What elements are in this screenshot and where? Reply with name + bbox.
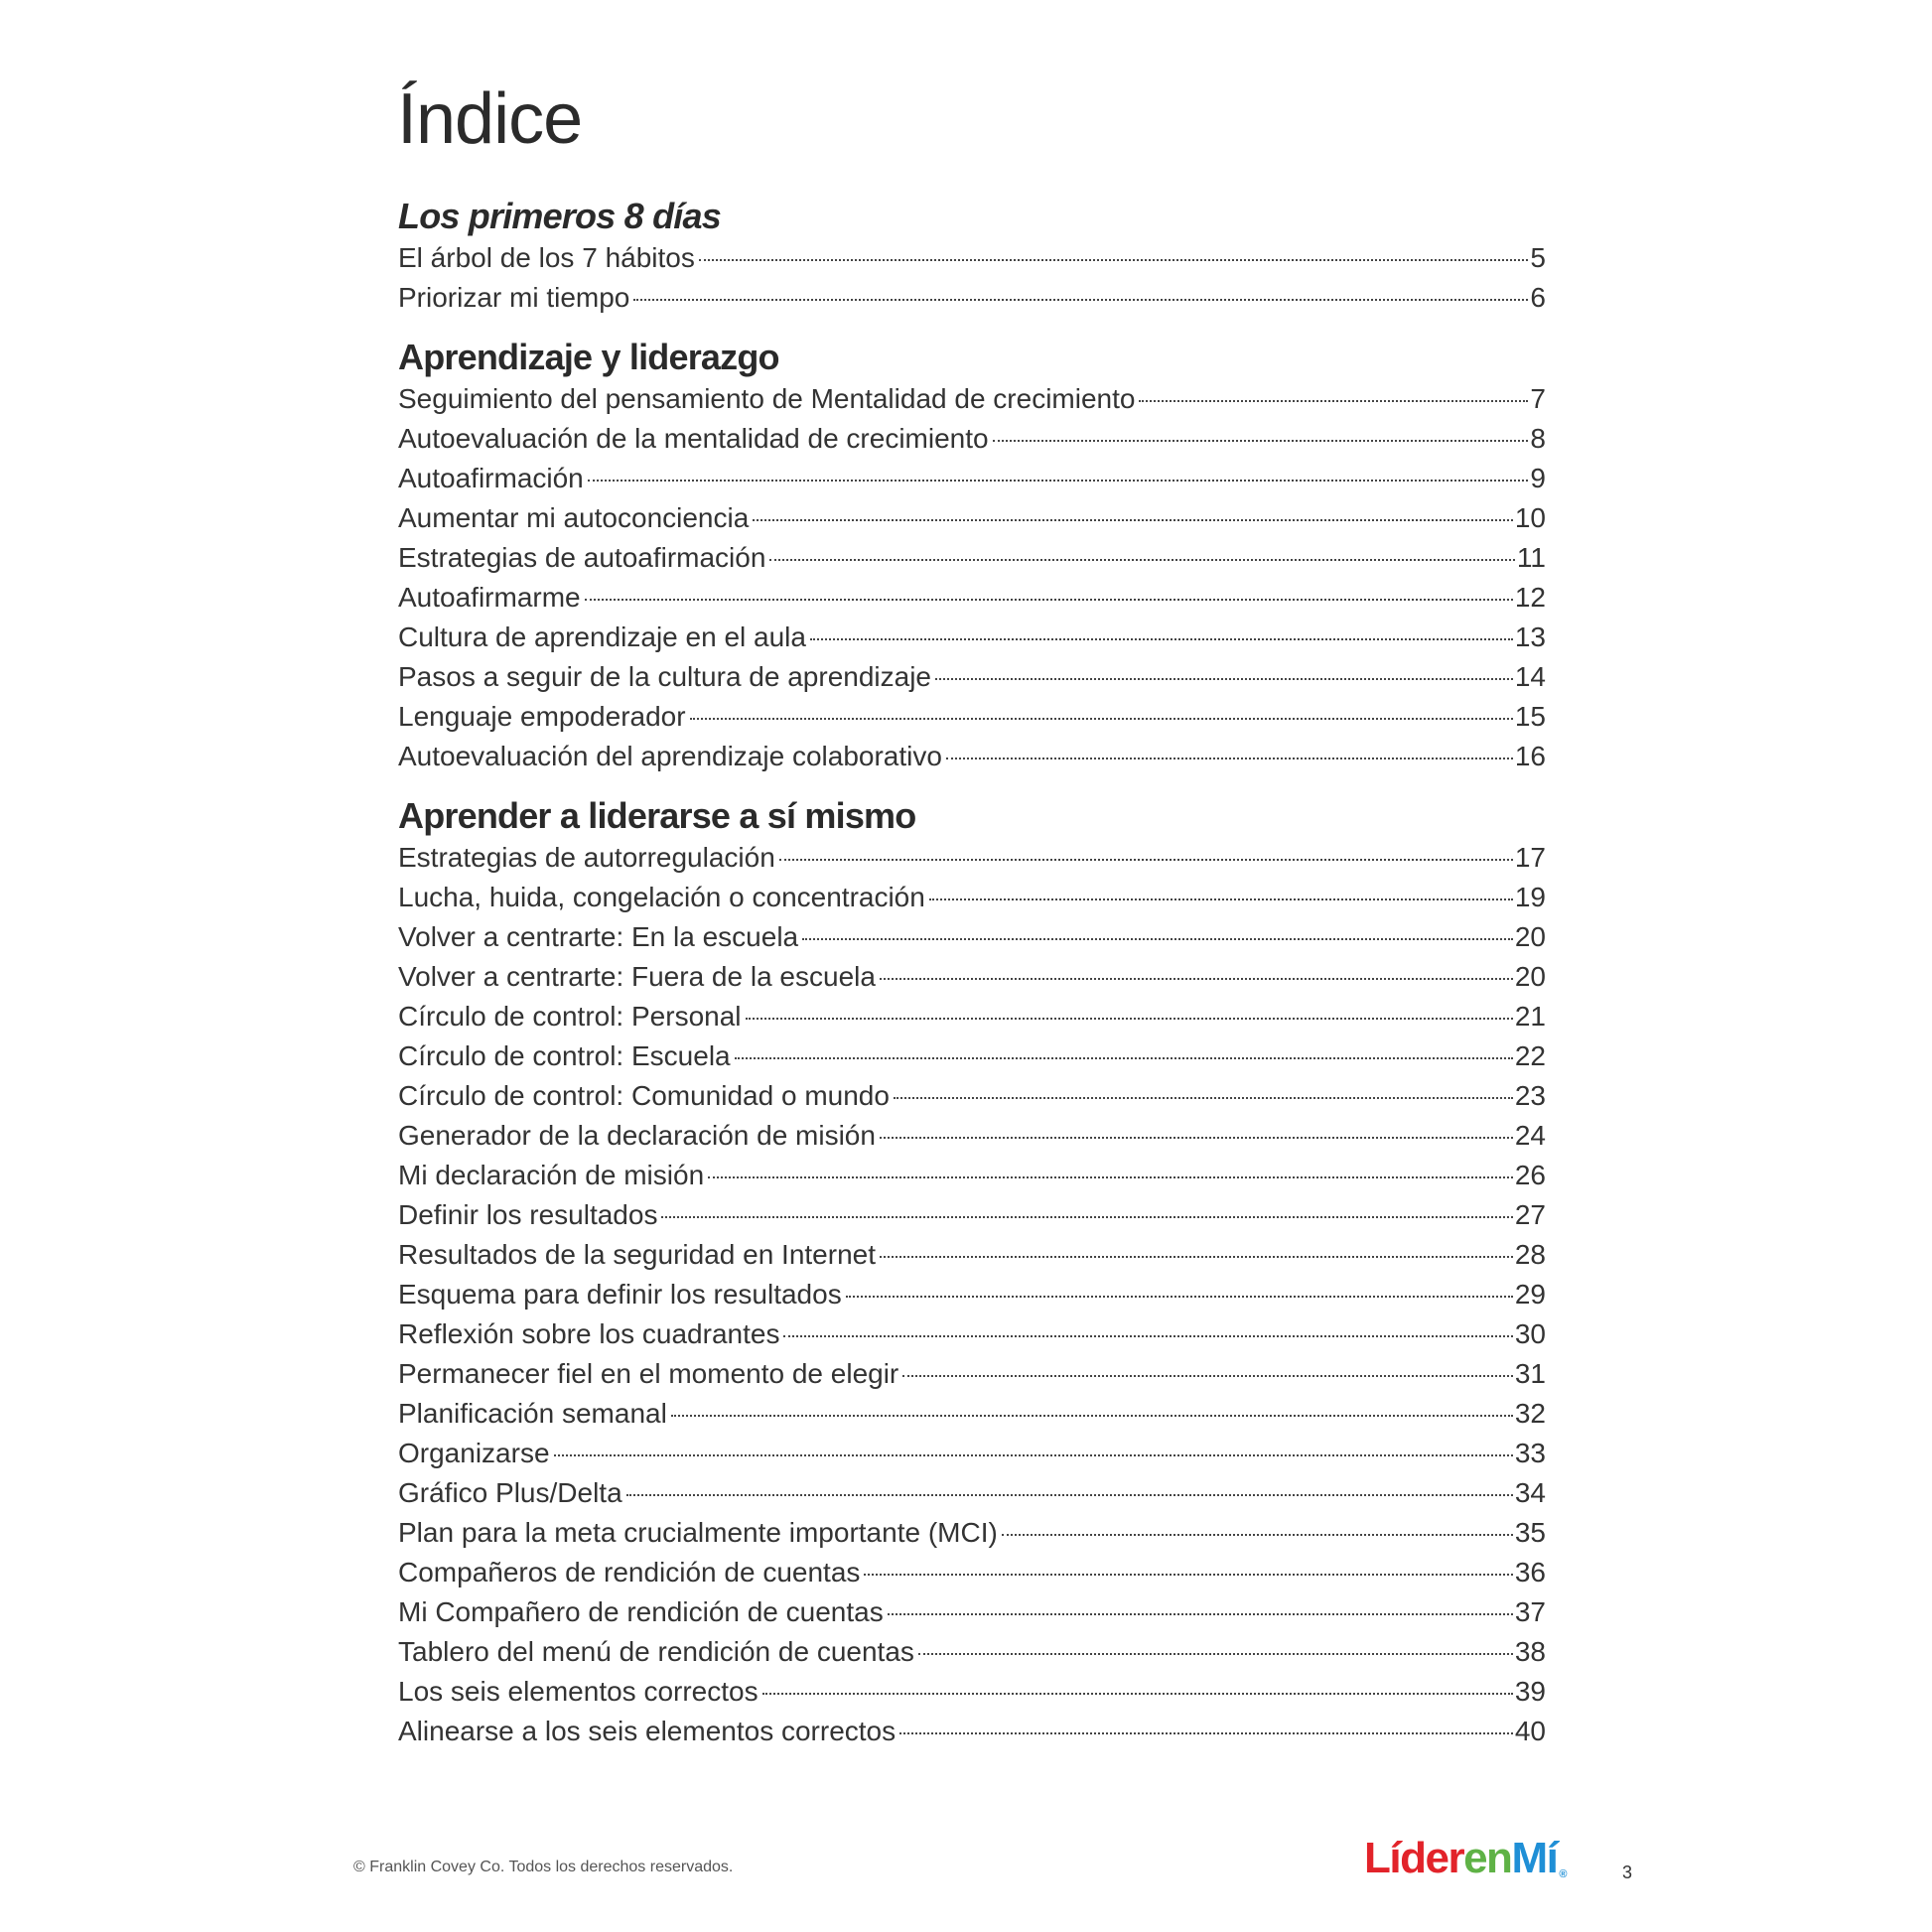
- toc-entry: [398, 1235, 1546, 1275]
- toc-entry: [398, 1314, 1546, 1354]
- dot-leader: [899, 1732, 1513, 1734]
- toc-entry: [398, 1156, 1546, 1195]
- toc-entry-page-number: 29: [1514, 1279, 1546, 1310]
- dot-leader: [762, 1693, 1513, 1695]
- toc-entry-title: Alinearse a los seis elementos correctos: [398, 1716, 897, 1746]
- toc-entry-page-number: 35: [1514, 1517, 1546, 1548]
- dot-leader: [671, 1415, 1513, 1417]
- toc-entry-title: Autoafirmación: [398, 463, 584, 493]
- toc-entry: [398, 1434, 1546, 1473]
- toc-entry-title: Estrategias de autoafirmación: [398, 542, 766, 573]
- toc-entry: [398, 878, 1546, 917]
- dot-leader: [783, 1335, 1512, 1337]
- dot-leader: [588, 480, 1529, 482]
- toc-entry: [398, 538, 1546, 578]
- toc-entry: [398, 957, 1546, 997]
- dot-leader: [935, 678, 1513, 680]
- toc-entry-title: Círculo de control: Personal: [398, 1001, 742, 1032]
- toc-entry: [398, 419, 1546, 459]
- dot-leader: [880, 978, 1513, 980]
- toc-entry-title: Tablero del menú de rendición de cuentas: [398, 1636, 914, 1667]
- toc-entry-title: Compañeros de rendición de cuentas: [398, 1557, 861, 1587]
- dot-leader: [585, 599, 1513, 601]
- toc-entry: [398, 1712, 1546, 1751]
- toc-entry-page-number: 11: [1516, 542, 1546, 573]
- dot-leader: [918, 1653, 1513, 1655]
- dot-leader: [1139, 400, 1528, 402]
- dot-leader: [888, 1613, 1513, 1615]
- toc-entry-page-number: 22: [1514, 1040, 1546, 1071]
- toc-entry-title: Círculo de control: Escuela: [398, 1040, 731, 1071]
- toc-entry-page-number: 27: [1514, 1199, 1546, 1230]
- toc-entry: [398, 917, 1546, 957]
- toc-entry-page-number: 7: [1530, 383, 1546, 414]
- toc-entry: [398, 1592, 1546, 1632]
- toc-entry: [398, 1513, 1546, 1553]
- dot-leader: [699, 259, 1529, 261]
- toc-entry-page-number: 37: [1514, 1596, 1546, 1627]
- toc-entry: [398, 278, 1546, 318]
- section-heading: Aprender a liderarse a sí mismo: [398, 795, 916, 836]
- section-heading: Los primeros 8 días: [398, 196, 721, 236]
- dot-leader: [864, 1574, 1512, 1576]
- toc-entry-page-number: 28: [1514, 1239, 1546, 1270]
- toc-entry: [398, 1473, 1546, 1513]
- toc-entry-title: Autoevaluación del aprendizaje colaborativo: [398, 741, 942, 771]
- toc-entry-page-number: 12: [1514, 582, 1546, 613]
- toc-entry-page-number: 16: [1514, 741, 1546, 771]
- dot-leader: [735, 1057, 1513, 1059]
- toc-entry-title: Mi Compañero de rendición de cuentas: [398, 1596, 884, 1627]
- toc-entry-title: Cultura de aprendizaje en el aula: [398, 621, 806, 652]
- toc-entry-page-number: 33: [1514, 1438, 1546, 1468]
- toc-entry-page-number: 9: [1530, 463, 1546, 493]
- toc-entry-page-number: 14: [1514, 661, 1546, 692]
- toc-entry-title: Planificación semanal: [398, 1398, 667, 1429]
- toc-entry-title: Seguimiento del pensamiento de Mentalidad de crecimiento: [398, 383, 1136, 414]
- dot-leader: [810, 638, 1513, 640]
- toc-entry-page-number: 20: [1514, 961, 1546, 992]
- dot-leader: [626, 1494, 1513, 1496]
- page-number: 3: [1622, 1863, 1633, 1882]
- copyright-notice: © Franklin Covey Co. Todos los derechos reservados.: [353, 1859, 734, 1875]
- toc-entry-page-number: 26: [1514, 1160, 1546, 1190]
- leader-in-me-logo: [1364, 1834, 1566, 1882]
- toc-entry: [398, 1632, 1546, 1672]
- toc-entry-title: Mi declaración de misión: [398, 1160, 705, 1190]
- toc-entry: [398, 1553, 1546, 1592]
- toc-entry-page-number: 34: [1514, 1477, 1546, 1508]
- toc-entry-title: Estrategias de autorregulación: [398, 842, 775, 873]
- toc-entry-page-number: 36: [1514, 1557, 1546, 1587]
- toc-entry: [398, 1195, 1546, 1235]
- toc-entry-page-number: 21: [1514, 1001, 1546, 1032]
- toc-entry: [398, 459, 1546, 498]
- toc-entry-page-number: 24: [1514, 1120, 1546, 1151]
- dot-leader: [929, 898, 1513, 900]
- toc-entry-page-number: 19: [1514, 882, 1546, 912]
- toc-entry-page-number: 5: [1530, 242, 1546, 273]
- toc-entry-page-number: 13: [1514, 621, 1546, 652]
- toc-entry-title: Generador de la declaración de misión: [398, 1120, 876, 1151]
- toc-entry-title: Círculo de control: Comunidad o mundo: [398, 1080, 890, 1111]
- registered-mark: ®: [1559, 1868, 1566, 1880]
- dot-leader: [633, 299, 1528, 301]
- table-of-contents: [398, 195, 1546, 1751]
- dot-leader: [746, 1018, 1513, 1020]
- dot-leader: [769, 559, 1514, 561]
- toc-entry-title: Pasos a seguir de la cultura de aprendizaje: [398, 661, 932, 692]
- dot-leader: [993, 440, 1529, 442]
- toc-entry-title: Plan para la meta crucialmente importante (MCI): [398, 1517, 998, 1548]
- toc-entry: [398, 238, 1546, 278]
- toc-entry-page-number: 30: [1514, 1318, 1546, 1349]
- toc-entry-title: Organizarse: [398, 1438, 550, 1468]
- toc-entry-title: Volver a centrarte: Fuera de la escuela: [398, 961, 876, 992]
- toc-entry-title: Definir los resultados: [398, 1199, 658, 1230]
- dot-leader: [779, 859, 1513, 861]
- page-title: Índice: [397, 79, 583, 159]
- toc-entry-title: Lucha, huida, congelación o concentración: [398, 882, 925, 912]
- toc-entry-title: Volver a centrarte: En la escuela: [398, 921, 799, 952]
- toc-entry-page-number: 40: [1514, 1716, 1546, 1746]
- toc-entry: [398, 1394, 1546, 1434]
- dot-leader: [708, 1176, 1513, 1178]
- toc-entry: [398, 618, 1546, 657]
- dot-leader: [880, 1256, 1513, 1258]
- toc-entry-page-number: 31: [1514, 1358, 1546, 1389]
- toc-entry-page-number: 20: [1514, 921, 1546, 952]
- toc-entry-page-number: 15: [1514, 701, 1546, 732]
- dot-leader: [946, 758, 1513, 759]
- toc-entry-page-number: 8: [1530, 423, 1546, 454]
- toc-entry: [398, 838, 1546, 878]
- toc-entry: [398, 1116, 1546, 1156]
- toc-entry-title: Priorizar mi tiempo: [398, 282, 630, 313]
- toc-entry: [398, 1275, 1546, 1314]
- toc-entry-title: Reflexión sobre los cuadrantes: [398, 1318, 780, 1349]
- toc-entry: [398, 997, 1546, 1036]
- toc-entry: [398, 1354, 1546, 1394]
- dot-leader: [661, 1216, 1512, 1218]
- logo-part-lider: Líder: [1364, 1834, 1464, 1882]
- dot-leader: [894, 1097, 1513, 1099]
- dot-leader: [554, 1454, 1513, 1456]
- toc-entry: [398, 1036, 1546, 1076]
- dot-leader: [1002, 1534, 1513, 1536]
- toc-entry-title: Esquema para definir los resultados: [398, 1279, 842, 1310]
- toc-entry-title: Autoafirmarme: [398, 582, 581, 613]
- toc-entry-page-number: 6: [1530, 282, 1546, 313]
- toc-entry-title: Los seis elementos correctos: [398, 1676, 759, 1707]
- toc-entry: [398, 697, 1546, 737]
- toc-entry-title: Lenguaje empoderador: [398, 701, 686, 732]
- toc-entry-title: Autoevaluación de la mentalidad de crecimiento: [398, 423, 989, 454]
- toc-entry: [398, 578, 1546, 618]
- toc-entry-page-number: 39: [1514, 1676, 1546, 1707]
- dot-leader: [880, 1137, 1513, 1139]
- toc-entry-title: El árbol de los 7 hábitos: [398, 242, 695, 273]
- toc-entry: [398, 379, 1546, 419]
- toc-entry: [398, 1672, 1546, 1712]
- toc-entry: [398, 498, 1546, 538]
- toc-entry: [398, 657, 1546, 697]
- toc-entry-page-number: 17: [1514, 842, 1546, 873]
- logo-part-en: en: [1463, 1834, 1512, 1882]
- toc-entry-title: Permanecer fiel en el momento de elegir: [398, 1358, 899, 1389]
- toc-entry-title: Gráfico Plus/Delta: [398, 1477, 622, 1508]
- dot-leader: [690, 718, 1513, 720]
- toc-entry-page-number: 32: [1514, 1398, 1546, 1429]
- dot-leader: [753, 519, 1513, 521]
- toc-entry-title: Resultados de la seguridad en Internet: [398, 1239, 876, 1270]
- section-heading: Aprendizaje y liderazgo: [398, 337, 779, 377]
- toc-entry-title: Aumentar mi autoconciencia: [398, 502, 750, 533]
- dot-leader: [846, 1296, 1513, 1298]
- toc-entry: [398, 737, 1546, 776]
- toc-entry: [398, 1076, 1546, 1116]
- dot-leader: [802, 938, 1513, 940]
- toc-entry-page-number: 38: [1514, 1636, 1546, 1667]
- dot-leader: [902, 1375, 1513, 1377]
- toc-entry-page-number: 23: [1514, 1080, 1546, 1111]
- toc-entry-page-number: 10: [1514, 502, 1546, 533]
- logo-part-mi: Mí: [1511, 1834, 1558, 1882]
